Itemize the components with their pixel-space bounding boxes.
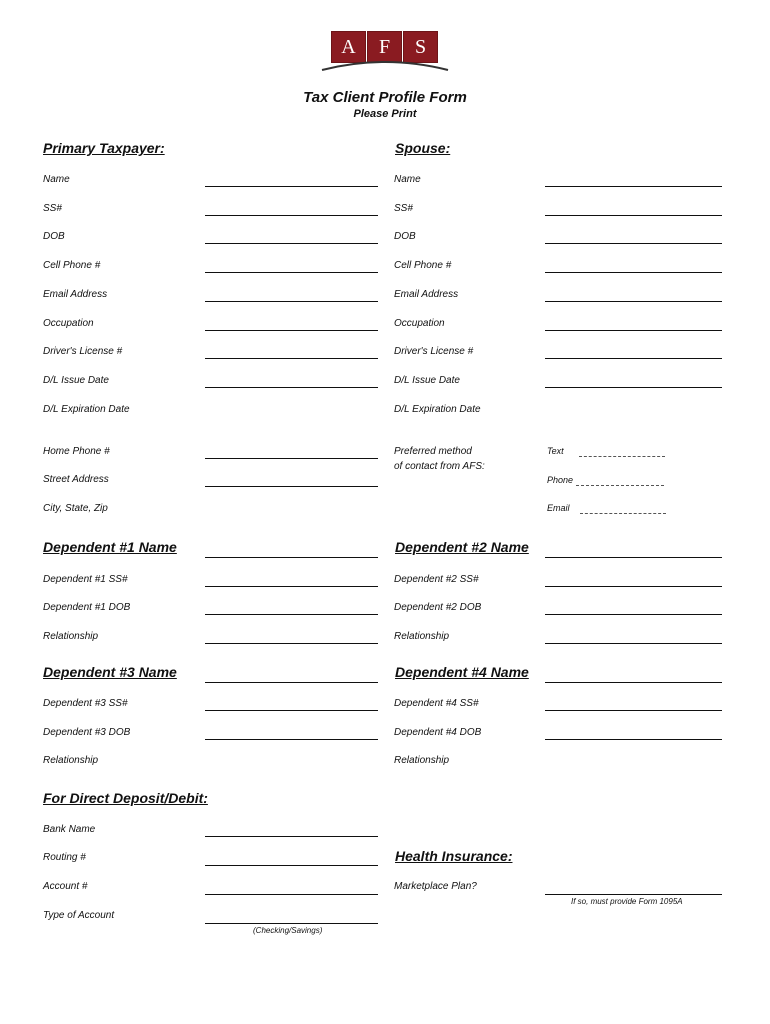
home-phone-label: Home Phone # (43, 446, 110, 457)
logo-letter-a: A (331, 31, 366, 63)
primary-license-label: Driver's License # (43, 346, 123, 357)
spouse-cell-field[interactable] (545, 272, 722, 273)
logo-swoosh (318, 58, 452, 72)
form-1095a-note: If so, must provide Form 1095A (571, 897, 683, 906)
dependent-3-dob-label: Dependent #3 DOB (43, 727, 131, 738)
contact-phone-label: Phone (547, 475, 574, 485)
street-address-field[interactable] (205, 486, 378, 487)
routing-field[interactable] (205, 865, 378, 866)
primary-dob-field[interactable] (205, 243, 378, 244)
dependent-1-ss-field[interactable] (205, 586, 378, 587)
dependent-4-name-field[interactable] (545, 682, 722, 683)
primary-occupation-label: Occupation (43, 318, 94, 329)
primary-dob-label: DOB (43, 231, 65, 242)
spouse-dl-issue-label: D/L Issue Date (394, 375, 460, 386)
dependent-1-rel-field[interactable] (205, 643, 378, 644)
spouse-dob-label: DOB (394, 231, 416, 242)
primary-email-label: Email Address (43, 289, 108, 300)
page-title: Tax Client Profile Form (303, 89, 467, 106)
dependent-3-ss-field[interactable] (205, 710, 378, 711)
spouse-dl-exp-label: D/L Expiration Date (394, 404, 481, 415)
primary-dl-issue-field[interactable] (205, 387, 378, 388)
contact-email-label: Email (547, 503, 570, 513)
primary-name-field[interactable] (205, 186, 378, 187)
primary-dl-exp-label: D/L Expiration Date (43, 404, 130, 415)
dependent-3-heading: Dependent #3 Name (43, 664, 177, 680)
dependent-4-heading: Dependent #4 Name (395, 664, 529, 680)
routing-label: Routing # (43, 852, 86, 863)
spouse-email-field[interactable] (545, 301, 722, 302)
spouse-email-label: Email Address (394, 289, 459, 300)
dependent-1-name-field[interactable] (205, 557, 378, 558)
health-insurance-heading: Health Insurance: (395, 848, 513, 864)
dependent-1-dob-label: Dependent #1 DOB (43, 602, 131, 613)
bank-name-label: Bank Name (43, 824, 96, 835)
dependent-3-name-field[interactable] (205, 682, 378, 683)
preferred-contact-label-1: Preferred method (394, 446, 472, 457)
city-state-zip-label: City, State, Zip (43, 503, 108, 514)
dependent-2-name-field[interactable] (545, 557, 722, 558)
spouse-occupation-field[interactable] (545, 330, 722, 331)
dependent-1-heading: Dependent #1 Name (43, 539, 177, 555)
primary-license-field[interactable] (205, 358, 378, 359)
spouse-ss-label: SS# (394, 203, 413, 214)
preferred-contact-label-2: of contact from AFS: (394, 461, 485, 472)
page-subtitle: Please Print (353, 108, 417, 120)
contact-text-field[interactable] (579, 456, 665, 457)
account-label: Account # (43, 881, 88, 892)
dependent-4-rel-label: Relationship (394, 755, 450, 766)
spouse-name-field[interactable] (545, 186, 722, 187)
primary-occupation-field[interactable] (205, 330, 378, 331)
account-type-label: Type of Account (43, 910, 115, 921)
street-address-label: Street Address (43, 474, 109, 485)
dependent-3-dob-field[interactable] (205, 739, 378, 740)
spouse-heading: Spouse: (395, 140, 451, 156)
dependent-4-ss-label: Dependent #4 SS# (394, 698, 479, 709)
spouse-name-label: Name (394, 174, 421, 185)
contact-email-field[interactable] (580, 513, 666, 514)
spouse-occupation-label: Occupation (394, 318, 445, 329)
direct-deposit-heading: For Direct Deposit/Debit: (43, 790, 208, 806)
contact-text-label: Text (547, 446, 564, 456)
dependent-2-rel-label: Relationship (394, 631, 450, 642)
dependent-2-ss-label: Dependent #2 SS# (394, 574, 479, 585)
account-type-note: (Checking/Savings) (253, 926, 323, 935)
dependent-1-rel-label: Relationship (43, 631, 99, 642)
primary-email-field[interactable] (205, 301, 378, 302)
primary-ss-label: SS# (43, 203, 62, 214)
primary-cell-label: Cell Phone # (43, 260, 101, 271)
account-field[interactable] (205, 894, 378, 895)
spouse-dob-field[interactable] (545, 243, 722, 244)
account-type-field[interactable] (205, 923, 378, 924)
spouse-ss-field[interactable] (545, 215, 722, 216)
dependent-1-dob-field[interactable] (205, 614, 378, 615)
primary-taxpayer-heading: Primary Taxpayer: (43, 140, 165, 156)
logo-letter-f: F (367, 31, 402, 63)
dependent-2-heading: Dependent #2 Name (395, 539, 529, 555)
home-phone-field[interactable] (205, 458, 378, 459)
dependent-3-rel-label: Relationship (43, 755, 99, 766)
dependent-4-dob-label: Dependent #4 DOB (394, 727, 482, 738)
marketplace-plan-field[interactable] (545, 894, 722, 895)
spouse-cell-label: Cell Phone # (394, 260, 452, 271)
primary-dl-issue-label: D/L Issue Date (43, 375, 109, 386)
contact-phone-field[interactable] (576, 485, 664, 486)
dependent-2-dob-field[interactable] (545, 614, 722, 615)
marketplace-plan-label: Marketplace Plan? (394, 881, 477, 892)
dependent-3-ss-label: Dependent #3 SS# (43, 698, 128, 709)
spouse-license-label: Driver's License # (394, 346, 474, 357)
bank-name-field[interactable] (205, 836, 378, 837)
dependent-1-ss-label: Dependent #1 SS# (43, 574, 128, 585)
logo-letter-s: S (403, 31, 438, 63)
dependent-2-rel-field[interactable] (545, 643, 722, 644)
spouse-dl-issue-field[interactable] (545, 387, 722, 388)
primary-ss-field[interactable] (205, 215, 378, 216)
primary-cell-field[interactable] (205, 272, 378, 273)
dependent-2-ss-field[interactable] (545, 586, 722, 587)
dependent-2-dob-label: Dependent #2 DOB (394, 602, 482, 613)
dependent-4-dob-field[interactable] (545, 739, 722, 740)
primary-name-label: Name (43, 174, 70, 185)
dependent-4-ss-field[interactable] (545, 710, 722, 711)
spouse-license-field[interactable] (545, 358, 722, 359)
